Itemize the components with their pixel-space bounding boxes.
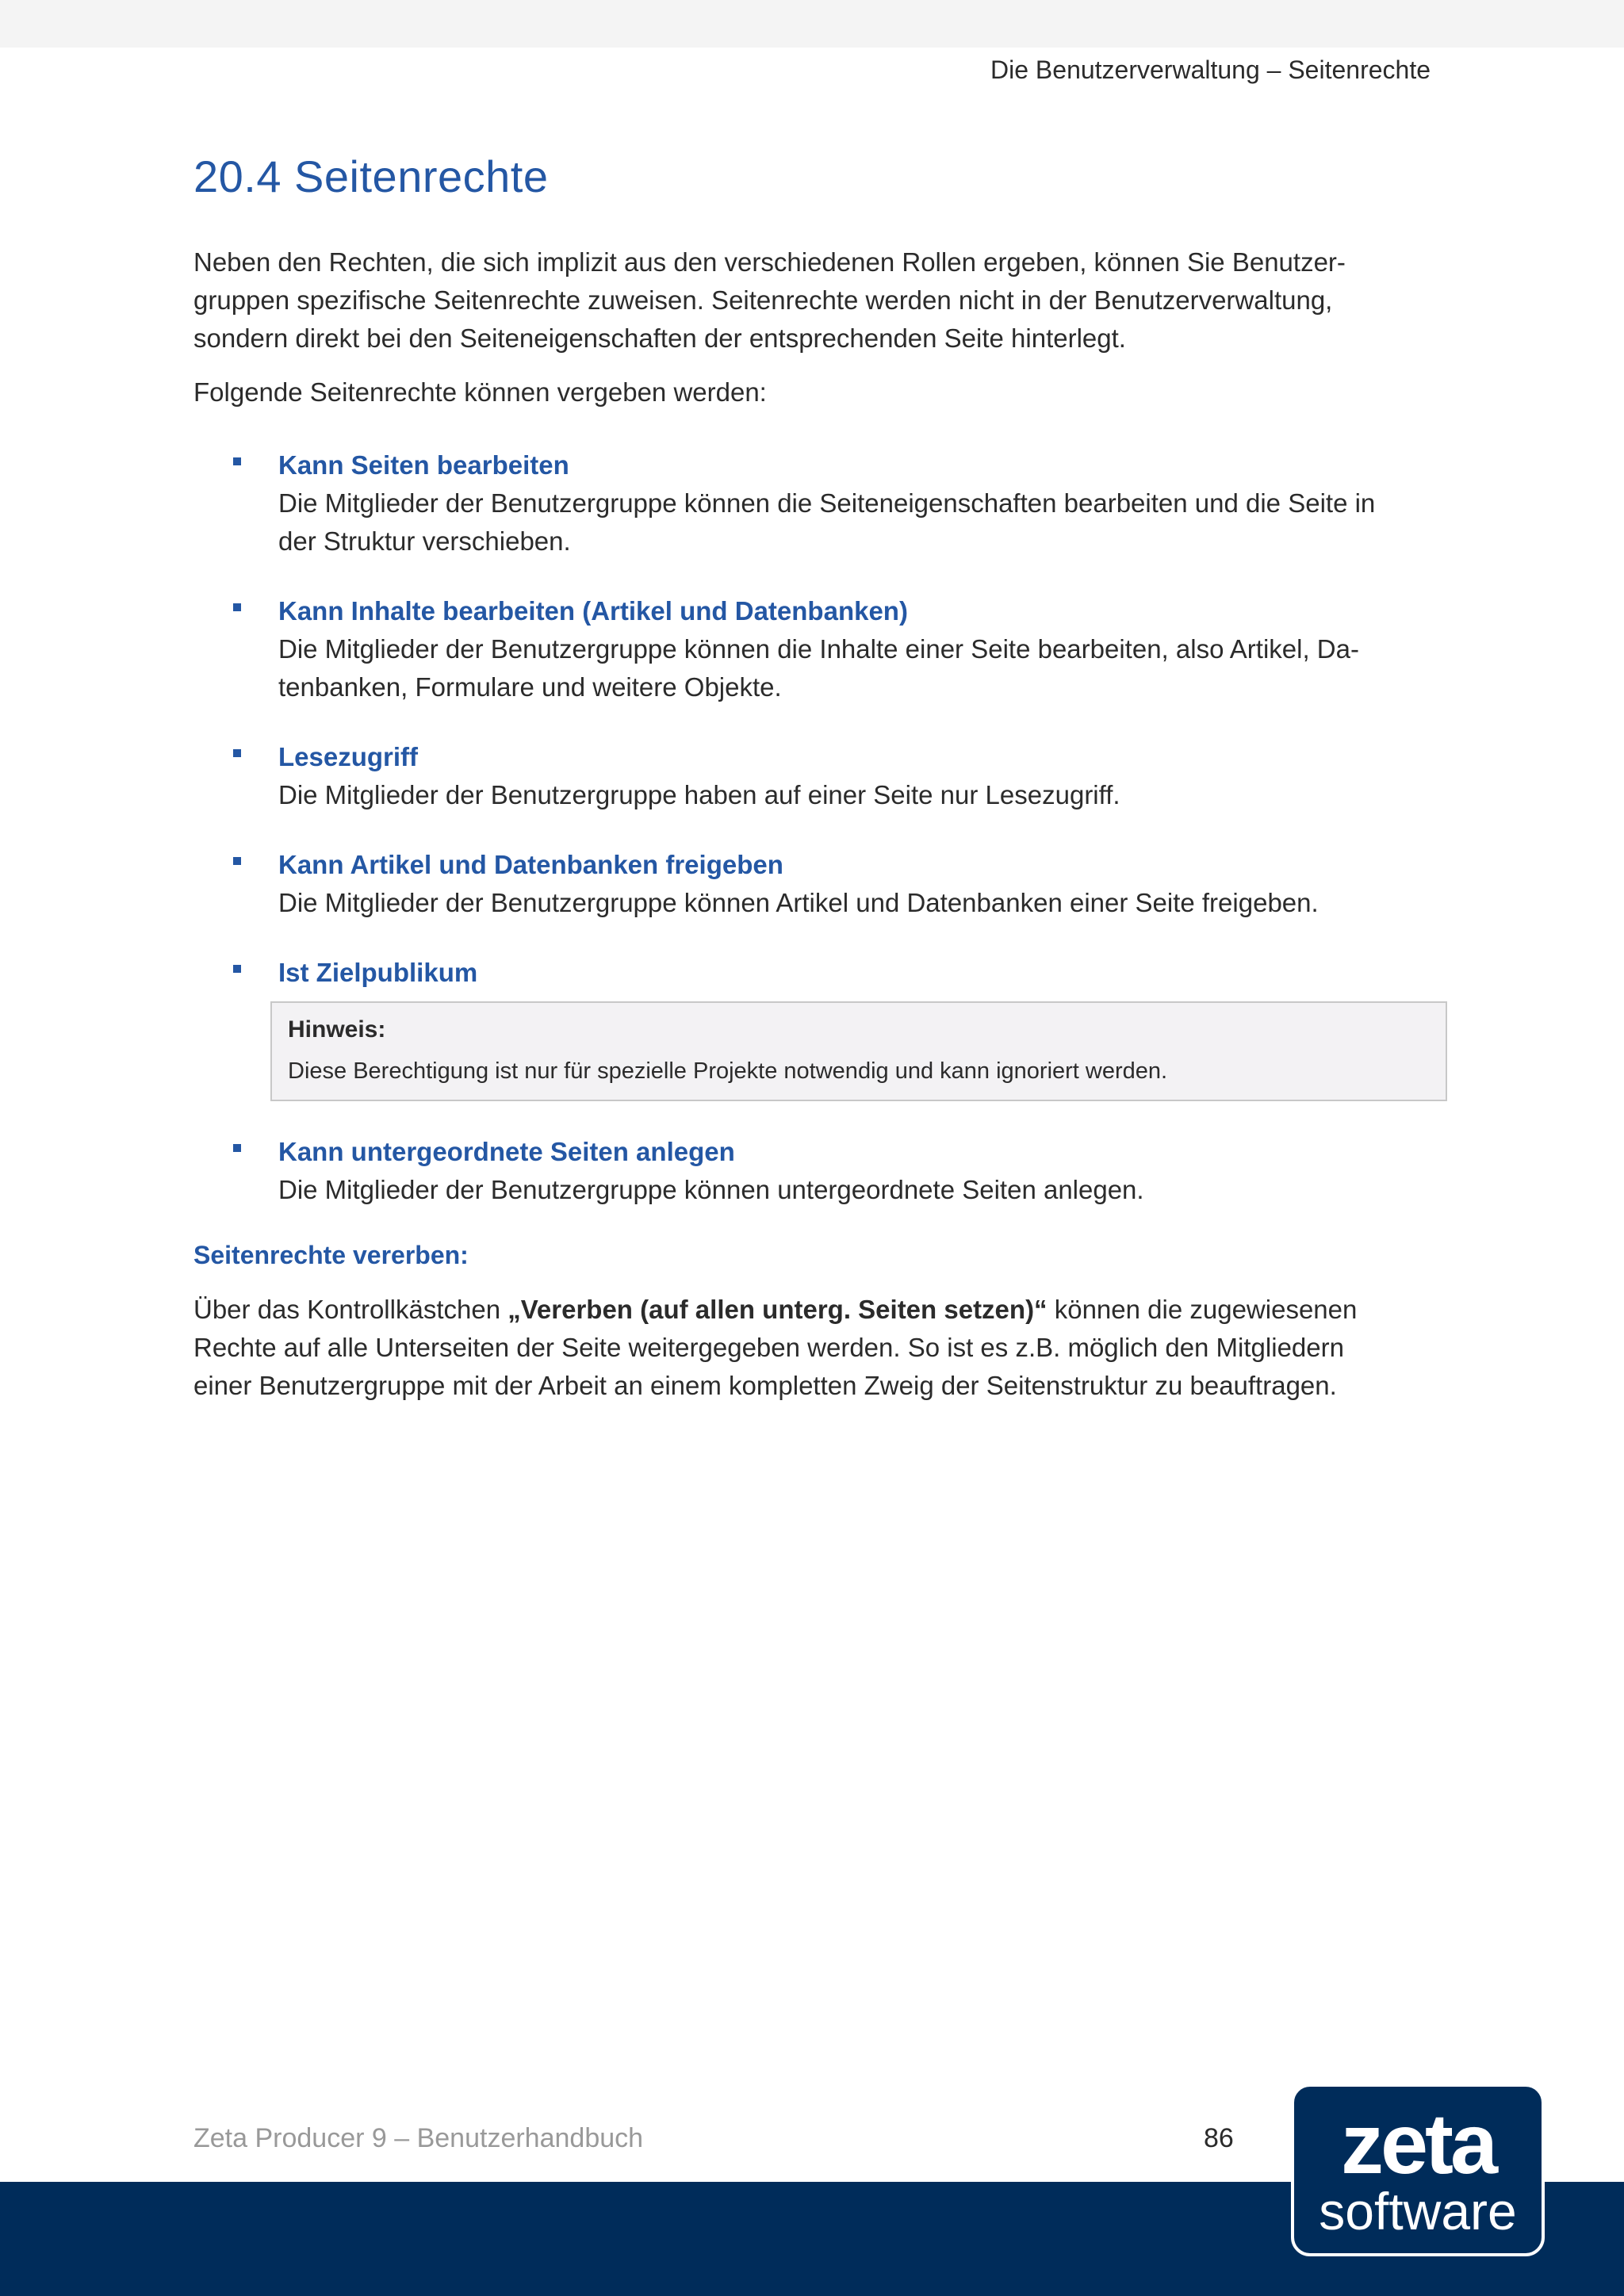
main-content <box>193 151 1446 1421</box>
right-title: Kann Inhalte bearbeiten (Artikel und Datenbanken) <box>278 596 908 626</box>
top-margin-strip <box>0 0 1624 48</box>
right-description <box>278 484 1446 561</box>
right-description: Die Mitglieder der Benutzergruppe können Artikel und Datenbanken einer Seite freigeben. <box>278 888 1319 917</box>
inherit-paragraph <box>193 1291 1446 1405</box>
desc-line: Die Mitglieder der Benutzergruppe können die Inhalte einer Seite bearbeiten, also Artikel, Da- <box>278 634 1359 664</box>
right-title: Kann untergeordnete Seiten anlegen <box>278 1137 735 1166</box>
note-text: Diese Berechtigung ist nur für spezielle Projekte notwendig und kann ignoriert werden. <box>288 1058 1168 1084</box>
desc-line: Die Mitglieder der Benutzergruppe können die Seiteneigenschaften bearbeiten und die Seite in <box>278 488 1376 518</box>
page-number: 86 <box>1204 2123 1234 2153</box>
square-bullet-icon <box>233 857 241 865</box>
rights-list-item <box>193 954 1446 1101</box>
desc-line: tenbanken, Formulare und weitere Objekte. <box>278 672 782 702</box>
note-label: Hinweis: <box>288 1016 386 1043</box>
section-title: 20.4 Seitenrechte <box>193 151 549 201</box>
right-title: Kann Artikel und Datenbanken freigeben <box>278 850 783 879</box>
inherit-text: Über das Kontrollkästchen <box>193 1295 508 1324</box>
logo-word-software: software <box>1319 2182 1517 2241</box>
inherit-text: Rechte auf alle Unterseiten der Seite weitergegeben werden. So ist es z.B. möglich den Mitgliedern <box>193 1333 1344 1362</box>
right-title: Ist Zielpublikum <box>278 958 478 987</box>
desc-line: der Struktur verschieben. <box>278 526 571 556</box>
inherit-text: einer Benutzergruppe mit der Arbeit an einem kompletten Zweig der Seitenstruktur zu beauftragen. <box>193 1371 1337 1400</box>
intro-line: gruppen spezifische Seitenrechte zuweisen. Seitenrechte werden nicht in der Benutzerverwaltung, <box>193 285 1333 315</box>
right-title: Lesezugriff <box>278 742 419 771</box>
rights-list-item <box>193 592 1446 706</box>
square-bullet-icon <box>233 603 241 611</box>
running-header: Die Benutzerverwaltung – Seitenrechte <box>990 55 1431 84</box>
note-box <box>270 1001 1447 1101</box>
right-description: Die Mitglieder der Benutzergruppe können untergeordnete Seiten anlegen. <box>278 1175 1144 1204</box>
rights-list <box>193 446 1446 1209</box>
square-bullet-icon <box>233 457 241 465</box>
square-bullet-icon <box>233 965 241 973</box>
logo-word-zeta: zeta <box>1340 2095 1496 2191</box>
right-description: Die Mitglieder der Benutzergruppe haben auf einer Seite nur Lesezugriff. <box>278 780 1120 809</box>
rights-list-item <box>193 1133 1446 1209</box>
right-title: Kann Seiten bearbeiten <box>278 450 569 480</box>
inherit-text: können die zugewiesenen <box>1047 1295 1358 1324</box>
zeta-software-logo <box>1291 2084 1545 2256</box>
square-bullet-icon <box>233 1144 241 1152</box>
intro-line: Neben den Rechten, die sich implizit aus den verschiedenen Rollen ergeben, können Sie Benutzer- <box>193 247 1346 277</box>
checkbox-name-bold: „Vererben (auf allen unterg. Seiten setzen)“ <box>508 1295 1048 1324</box>
intro-paragraph <box>193 243 1446 358</box>
rights-list-item <box>193 738 1446 814</box>
intro-line: sondern direkt bei den Seiteneigenschaften der entsprechenden Seite hinterlegt. <box>193 323 1126 353</box>
square-bullet-icon <box>233 749 241 757</box>
rights-list-item <box>193 846 1446 922</box>
inherit-heading: Seitenrechte vererben: <box>193 1241 469 1269</box>
rights-list-item <box>193 446 1446 561</box>
right-description <box>278 630 1446 706</box>
footer-book-title: Zeta Producer 9 – Benutzerhandbuch <box>193 2123 644 2153</box>
list-intro: Folgende Seitenrechte können vergeben werden: <box>193 377 767 407</box>
